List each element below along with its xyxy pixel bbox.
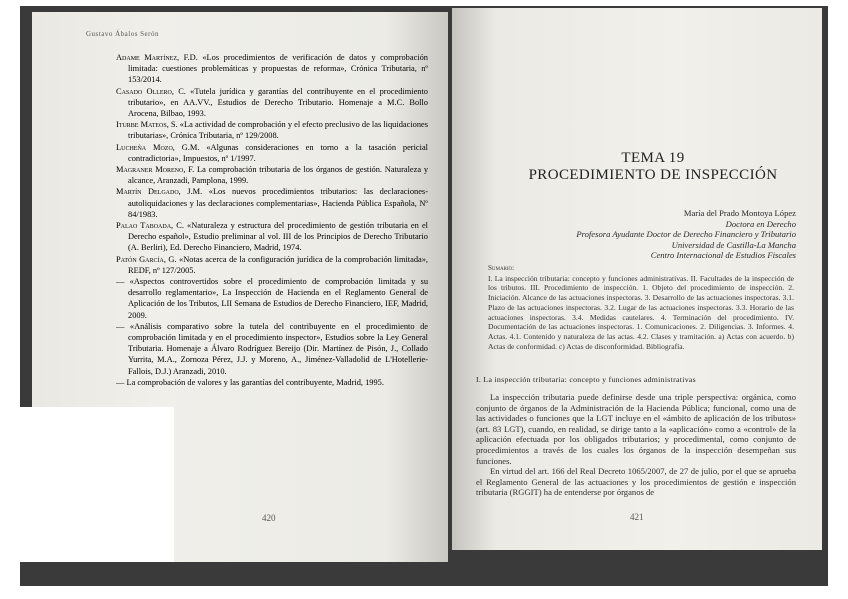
bibliography-entry bbox=[116, 276, 428, 321]
bibliography-entry bbox=[116, 186, 428, 220]
reference-text: «Notas acerca de la configuración jurídica de la comprobación limitada», REDF, nº 127/2005. bbox=[128, 254, 429, 275]
affiliation-line: Doctora en Derecho bbox=[725, 218, 796, 229]
bibliography-entry bbox=[116, 220, 428, 254]
reference-author: — bbox=[116, 277, 125, 287]
chapter-number: TEMA 19 bbox=[621, 150, 685, 166]
bibliography-entry bbox=[116, 254, 428, 276]
body-paragraph: La inspección tributaria puede definirse desde una triple perspectiva: orgánica, como conjunto de órganos de la Administración de la Hacienda Pública; funcional, como una de las actividades o funciones que la LGT incluye en el «ámbito de aplicación de los tributos» (art. 83 LGT), cuando, en realidad, se dirige tanto a la «aplicación» como a «control» de la aplicación efectuada por los obligados tributarios; y procedimental, como conjunto de procedimientos a través de los cuales los órganos de la inspección desempeñan sus funciones. bbox=[476, 392, 796, 466]
white-overlay-block bbox=[12, 407, 174, 562]
reference-author: Magraner Moreno, F. bbox=[116, 165, 195, 175]
reference-author: Adame Martínez, F.D. bbox=[116, 53, 198, 62]
reference-text: «Aspectos controvertidos sobre el procedimiento de comprobación limitada y su desarrollo reglamentario», La Inspección de Hacienda en el Reglamento General de Aplicación de los Tributos, LII Semana de Estudios de Derecho Financiero, IEF, Madrid, 2009. bbox=[128, 277, 429, 320]
chapter-name: PROCEDIMIENTO DE INSPECCIÓN bbox=[528, 167, 778, 183]
reference-author: Patón García, G. bbox=[116, 254, 177, 264]
affiliation-line: Profesora Ayudante Doctor de Derecho Financiero y Tributario bbox=[576, 229, 796, 240]
reference-text: «Algunas consideraciones en torno a la tasación pericial contradictoria», Impuestos, nº 1/1997. bbox=[128, 142, 428, 163]
bibliography-entry bbox=[116, 164, 428, 186]
reference-text: «Análisis comparativo sobre la tutela del contribuyente en el procedimiento de comprobación limitada y en el procedimiento inspector», Estudios sobre la Ley General Tributaria. Homenaje a Álvaro Rodríguez Bereijo (Dir. Martínez de Pisón, J., Collado Yurrita, M.A., Zornoza Pérez, J.J. y Moreno, A., Jiménez-Valladolid de L'Hotellerie-Fallois, D.J.) Aranzadi, 2010. bbox=[128, 321, 428, 376]
reference-text: La comprobación tributaria de los órganos de gestión. Naturaleza y alcance, Aranzadi, Pamplona, 1999. bbox=[128, 165, 429, 186]
reference-text: «La actividad de comprobación y el efecto preclusivo de las liquidaciones tributarias», Crónica Tributaria, nº 129/2008. bbox=[128, 120, 428, 141]
bibliography-entry bbox=[116, 86, 428, 120]
reference-text: «Los procedimientos de verificación de datos y comprobación limitada: cuestiones problemáticas y propuestas de reforma», Crónica Tributaria, nº 153/2014. bbox=[128, 53, 428, 85]
body-paragraph: En virtud del art. 166 del Real Decreto 1065/2007, de 27 de julio, por el que se aprueba el Reglamento General de las actuaciones y los procedimientos de gestión e inspección tributaria (RGGIT) ha de entenderse por órganos de bbox=[476, 466, 796, 498]
affiliation-line: Centro Internacional de Estudios Fiscales bbox=[650, 250, 796, 261]
page-number-left: 420 bbox=[262, 513, 276, 523]
author-name: María del Prado Montoya López bbox=[683, 208, 796, 218]
chapter-title bbox=[528, 150, 778, 184]
bibliography-entry bbox=[116, 377, 428, 388]
reference-author: Casado Ollero, C. bbox=[116, 86, 186, 96]
reference-author: Martín Delgado, J.M. bbox=[116, 187, 203, 197]
bibliography-entry bbox=[116, 52, 428, 86]
author-block bbox=[560, 208, 796, 261]
reference-author: Lucheña Mozo, G.M. bbox=[116, 142, 200, 152]
reference-text: La comprobación de valores y las garantías del contribuyente, Madrid, 1995. bbox=[126, 377, 384, 387]
reference-author: Palao Taboada, C. bbox=[116, 221, 184, 231]
affiliation-line: Universidad de Castilla-La Mancha bbox=[671, 239, 796, 250]
bibliography-entry bbox=[116, 119, 428, 141]
reference-author: Iturbe Mateos, S. bbox=[116, 120, 178, 130]
reference-author: — bbox=[116, 321, 125, 331]
reference-text: «Tutela jurídica y garantías del contribuyente en el procedimiento tributario», en AA.VV., Estudios de Derecho Tributario. Homenaje a M.C. Bollo Arocena, Bilbao, 1993. bbox=[128, 86, 428, 119]
bibliography-entry bbox=[116, 321, 428, 377]
running-head: Gustavo Ábalos Serón bbox=[86, 30, 159, 38]
page-number-right: 421 bbox=[630, 512, 644, 522]
body-text bbox=[476, 392, 796, 498]
bibliography-list bbox=[116, 52, 428, 388]
summary-text: I. La inspección tributaria: concepto y funciones administrativas. II. Facultades de la inspección de los tributos. III. Procedimiento de inspección. 1. Objeto del procedimiento de inspección. 2. Iniciación. Alcance de las actuaciones inspectoras. 3. Desarrollo de las actuaciones inspectoras. 3.1. Plazo de las actuaciones inspectoras. 3.2. Lugar de las actuaciones inspectoras. 3.3. Horario de las actuaciones inspectoras. 3.4. Medidas cautelares. 4. Terminación del procedimiento. IV. Documentación de las actuaciones inspectoras. 1. Comunicaciones. 2. Diligencias. 3. Informes. 4. Actas. 4.1. Contenido y naturaleza de las actas. 4.2. Clases y tramitación. a) Actas con acuerdo. b) Actas de conformidad. c) Actas de disconformidad. Bibliografía. bbox=[488, 273, 794, 351]
bibliography-entry bbox=[116, 142, 428, 164]
summary-label: Sumario: bbox=[488, 264, 515, 272]
section-heading: I. La inspección tributaria: concepto y funciones administrativas bbox=[476, 375, 696, 384]
reference-text: «Los nuevos procedimientos tributarios: las declaraciones-autoliquidaciones y las declaraciones complementarias», Hacienda Pública Española, Nº 84/1983. bbox=[128, 187, 428, 219]
reference-text: «Naturaleza y estructura del procedimiento de gestión tributaria en el Derecho español», Estudio preliminar al vol. III de los Principios de Derecho Tributario (A. Berliri), Ed. Derecho Financiero, Madrid, 1974. bbox=[128, 221, 428, 253]
reference-author: — bbox=[116, 377, 125, 387]
summary bbox=[488, 264, 794, 351]
